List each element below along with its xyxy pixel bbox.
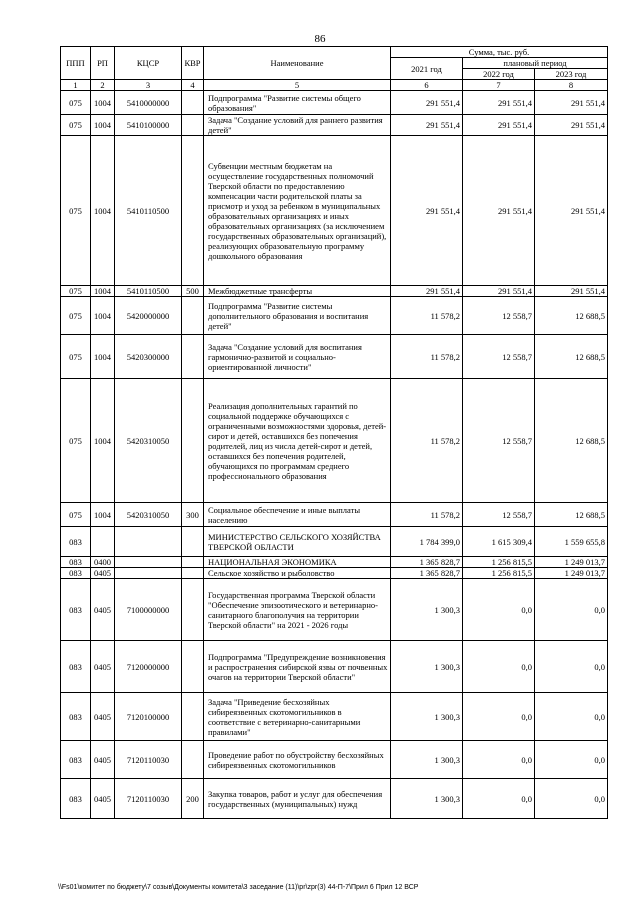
cell-2021: 1 300,3 [391,779,463,819]
cell-rp: 1004 [91,91,115,115]
cell-ppp: 075 [61,115,91,136]
cell-ppp: 083 [61,568,91,579]
cell-name: Закупка товаров, работ и услуг для обеспечения государственных (муниципальных) нужд [204,779,391,819]
cell-name: Подпрограмма "Развитие системы дополнительного образования и воспитания детей" [204,297,391,335]
cell-ppp: 083 [61,527,91,557]
cell-kcsr: 5410000000 [115,91,182,115]
cell-2022: 1 615 309,4 [463,527,535,557]
cell-rp: 1004 [91,335,115,379]
cell-ppp: 083 [61,641,91,693]
header-number-1: 1 [61,80,91,91]
cell-2021: 1 784 399,0 [391,527,463,557]
cell-2022: 0,0 [463,741,535,779]
cell-ppp: 075 [61,286,91,297]
cell-rp: 1004 [91,297,115,335]
cell-name: Задача "Приведение бесхозяйных сибиреязвенных скотомогильников в соответствие с ветеринарно-санитарными правилами" [204,693,391,741]
cell-2023: 0,0 [535,641,608,693]
cell-2021: 11 578,2 [391,379,463,503]
budget-table [60,46,608,819]
cell-ppp: 083 [61,693,91,741]
table-row [61,641,608,693]
cell-2023: 1 559 655,8 [535,527,608,557]
cell-rp: 0405 [91,641,115,693]
table-row [61,115,608,136]
cell-kvr [182,693,204,741]
cell-2023: 0,0 [535,779,608,819]
table-row [61,286,608,297]
cell-name: Подпрограмма "Предупреждение возникновения и распространения сибирской язвы от почвенных очагов на территории Тверской области" [204,641,391,693]
cell-kcsr: 5420300000 [115,335,182,379]
cell-rp: 1004 [91,115,115,136]
cell-ppp: 075 [61,136,91,286]
cell-2022: 0,0 [463,779,535,819]
header-number-4: 4 [182,80,204,91]
cell-kvr [182,297,204,335]
cell-ppp: 083 [61,557,91,568]
cell-kcsr: 7120110030 [115,779,182,819]
header-number-3: 3 [115,80,182,91]
cell-2023: 1 249 013,7 [535,557,608,568]
cell-2022: 1 256 815,5 [463,568,535,579]
table-row [61,136,608,286]
header-planned-period: плановый период [463,58,608,69]
cell-kvr [182,641,204,693]
cell-kvr [182,115,204,136]
footer-path: \\Fs01\комитет по бюджету\7 созыв\Документы комитета\3 заседание (11)\pr\zpr(3) 44-П-7\Прил 6 Прил 12 ВСР [58,884,419,891]
table-row [61,379,608,503]
cell-2023: 291 551,4 [535,91,608,115]
table-row [61,568,608,579]
cell-2023: 291 551,4 [535,286,608,297]
cell-name: Социальное обеспечение и иные выплаты населению [204,503,391,527]
table-row [61,779,608,819]
cell-2022: 1 256 815,5 [463,557,535,568]
cell-2023: 291 551,4 [535,136,608,286]
cell-2022: 12 558,7 [463,503,535,527]
cell-2022: 0,0 [463,579,535,641]
header-sum-group: Сумма, тыс. руб. [391,47,608,58]
cell-kvr: 500 [182,286,204,297]
table-row [61,693,608,741]
cell-rp [91,527,115,557]
cell-name: Реализация дополнительных гарантий по социальной поддержке обучающихся с ограниченными возможностями здоровья, детей-сирот и детей, оставшихся без попечения родителей, лиц из числа детей-сирот и детей, оставшихся без попечения родителей, обучающихся по программам среднего профессионального образования [204,379,391,503]
cell-kcsr: 5410100000 [115,115,182,136]
cell-2021: 1 300,3 [391,741,463,779]
header-number-6: 6 [391,80,463,91]
cell-name: Сельское хозяйство и рыболовство [204,568,391,579]
header-year-2021: 2021 год [391,58,463,80]
cell-kcsr: 7120110030 [115,741,182,779]
cell-name: МИНИСТЕРСТВО СЕЛЬСКОГО ХОЗЯЙСТВА ТВЕРСКОЙ ОБЛАСТИ [204,527,391,557]
cell-2022: 291 551,4 [463,286,535,297]
cell-2023: 12 688,5 [535,335,608,379]
cell-kcsr: 7120100000 [115,693,182,741]
header-name: Наименование [204,47,391,80]
cell-2021: 1 365 828,7 [391,557,463,568]
cell-2022: 0,0 [463,693,535,741]
cell-2021: 1 300,3 [391,693,463,741]
cell-2023: 291 551,4 [535,115,608,136]
cell-2023: 12 688,5 [535,503,608,527]
cell-2022: 291 551,4 [463,115,535,136]
cell-kcsr: 5420310050 [115,379,182,503]
table-body [61,91,608,819]
cell-kcsr [115,557,182,568]
cell-2021: 291 551,4 [391,136,463,286]
cell-ppp: 075 [61,335,91,379]
cell-ppp: 075 [61,91,91,115]
cell-2022: 12 558,7 [463,379,535,503]
cell-ppp: 075 [61,379,91,503]
cell-2023: 12 688,5 [535,297,608,335]
cell-ppp: 075 [61,297,91,335]
cell-2022: 291 551,4 [463,91,535,115]
cell-rp: 0405 [91,779,115,819]
cell-2021: 11 578,2 [391,297,463,335]
cell-kcsr: 7120000000 [115,641,182,693]
cell-rp: 1004 [91,503,115,527]
cell-2022: 291 551,4 [463,136,535,286]
header-number-7: 7 [463,80,535,91]
cell-2021: 291 551,4 [391,91,463,115]
cell-rp: 1004 [91,286,115,297]
cell-2023: 0,0 [535,579,608,641]
cell-kvr: 200 [182,779,204,819]
table-row [61,527,608,557]
cell-2023: 0,0 [535,693,608,741]
cell-2021: 11 578,2 [391,335,463,379]
cell-kvr [182,527,204,557]
cell-name: Субвенции местным бюджетам на осуществление государственных полномочий Тверской области по предоставлению компенсации части родительской платы за присмотр и уход за ребенком в муниципальных образовательных организациях и иных образовательных организациях (за исключением государственных образовательных организаций), реализующих образовательную программу дошкольного образования [204,136,391,286]
header-year-2022: 2022 год [463,69,535,80]
cell-2021: 1 300,3 [391,579,463,641]
page-number: 86 [314,33,326,45]
cell-kvr [182,568,204,579]
header-kcsr: КЦСР [115,47,182,80]
cell-2021: 1 300,3 [391,641,463,693]
cell-rp: 0405 [91,579,115,641]
cell-2022: 12 558,7 [463,297,535,335]
table-row [61,741,608,779]
header-number-8: 8 [535,80,608,91]
cell-name: Проведение работ по обустройству бесхозяйных сибиреязвенных скотомогильников [204,741,391,779]
header-kvr: КВР [182,47,204,80]
header-number-5: 5 [204,80,391,91]
header-ppp: ППП [61,47,91,80]
header-year-2023: 2023 год [535,69,608,80]
cell-2021: 291 551,4 [391,115,463,136]
cell-rp: 0405 [91,741,115,779]
cell-name: Межбюджетные трансферты [204,286,391,297]
cell-2021: 11 578,2 [391,503,463,527]
table-row [61,297,608,335]
cell-name: Государственная программа Тверской области "Обеспечение эпизоотического и ветеринарно-санитарного благополучия на территории Тверской области" на 2021 - 2026 годы [204,579,391,641]
cell-ppp: 083 [61,741,91,779]
cell-name: Задача "Создание условий для воспитания гармонично-развитой и социально-ориентированной личности" [204,335,391,379]
cell-kvr [182,379,204,503]
cell-ppp: 083 [61,579,91,641]
cell-kcsr [115,568,182,579]
cell-name: НАЦИОНАЛЬНАЯ ЭКОНОМИКА [204,557,391,568]
cell-rp: 1004 [91,136,115,286]
cell-2022: 0,0 [463,641,535,693]
table-row [61,579,608,641]
cell-2023: 0,0 [535,741,608,779]
table-row [61,91,608,115]
header-number-2: 2 [91,80,115,91]
cell-rp: 0405 [91,693,115,741]
cell-ppp: 075 [61,503,91,527]
cell-rp: 0405 [91,568,115,579]
table-row [61,335,608,379]
cell-2022: 12 558,7 [463,335,535,379]
table-row [61,503,608,527]
cell-2021: 1 365 828,7 [391,568,463,579]
cell-name: Подпрограмма "Развитие системы общего образования" [204,91,391,115]
cell-2023: 1 249 013,7 [535,568,608,579]
cell-kvr [182,136,204,286]
cell-kcsr: 7100000000 [115,579,182,641]
cell-kcsr: 5420000000 [115,297,182,335]
cell-kvr [182,579,204,641]
cell-rp: 1004 [91,379,115,503]
cell-kvr [182,557,204,568]
cell-kvr [182,741,204,779]
cell-kvr: 300 [182,503,204,527]
cell-kcsr: 5410110500 [115,136,182,286]
cell-2021: 291 551,4 [391,286,463,297]
cell-kcsr: 5410110500 [115,286,182,297]
cell-rp: 0400 [91,557,115,568]
table-row [61,557,608,568]
cell-2023: 12 688,5 [535,379,608,503]
cell-kcsr: 5420310050 [115,503,182,527]
cell-ppp: 083 [61,779,91,819]
cell-kcsr [115,527,182,557]
cell-kvr [182,335,204,379]
header-rp: РП [91,47,115,80]
cell-kvr [182,91,204,115]
cell-name: Задача "Создание условий для раннего развития детей" [204,115,391,136]
